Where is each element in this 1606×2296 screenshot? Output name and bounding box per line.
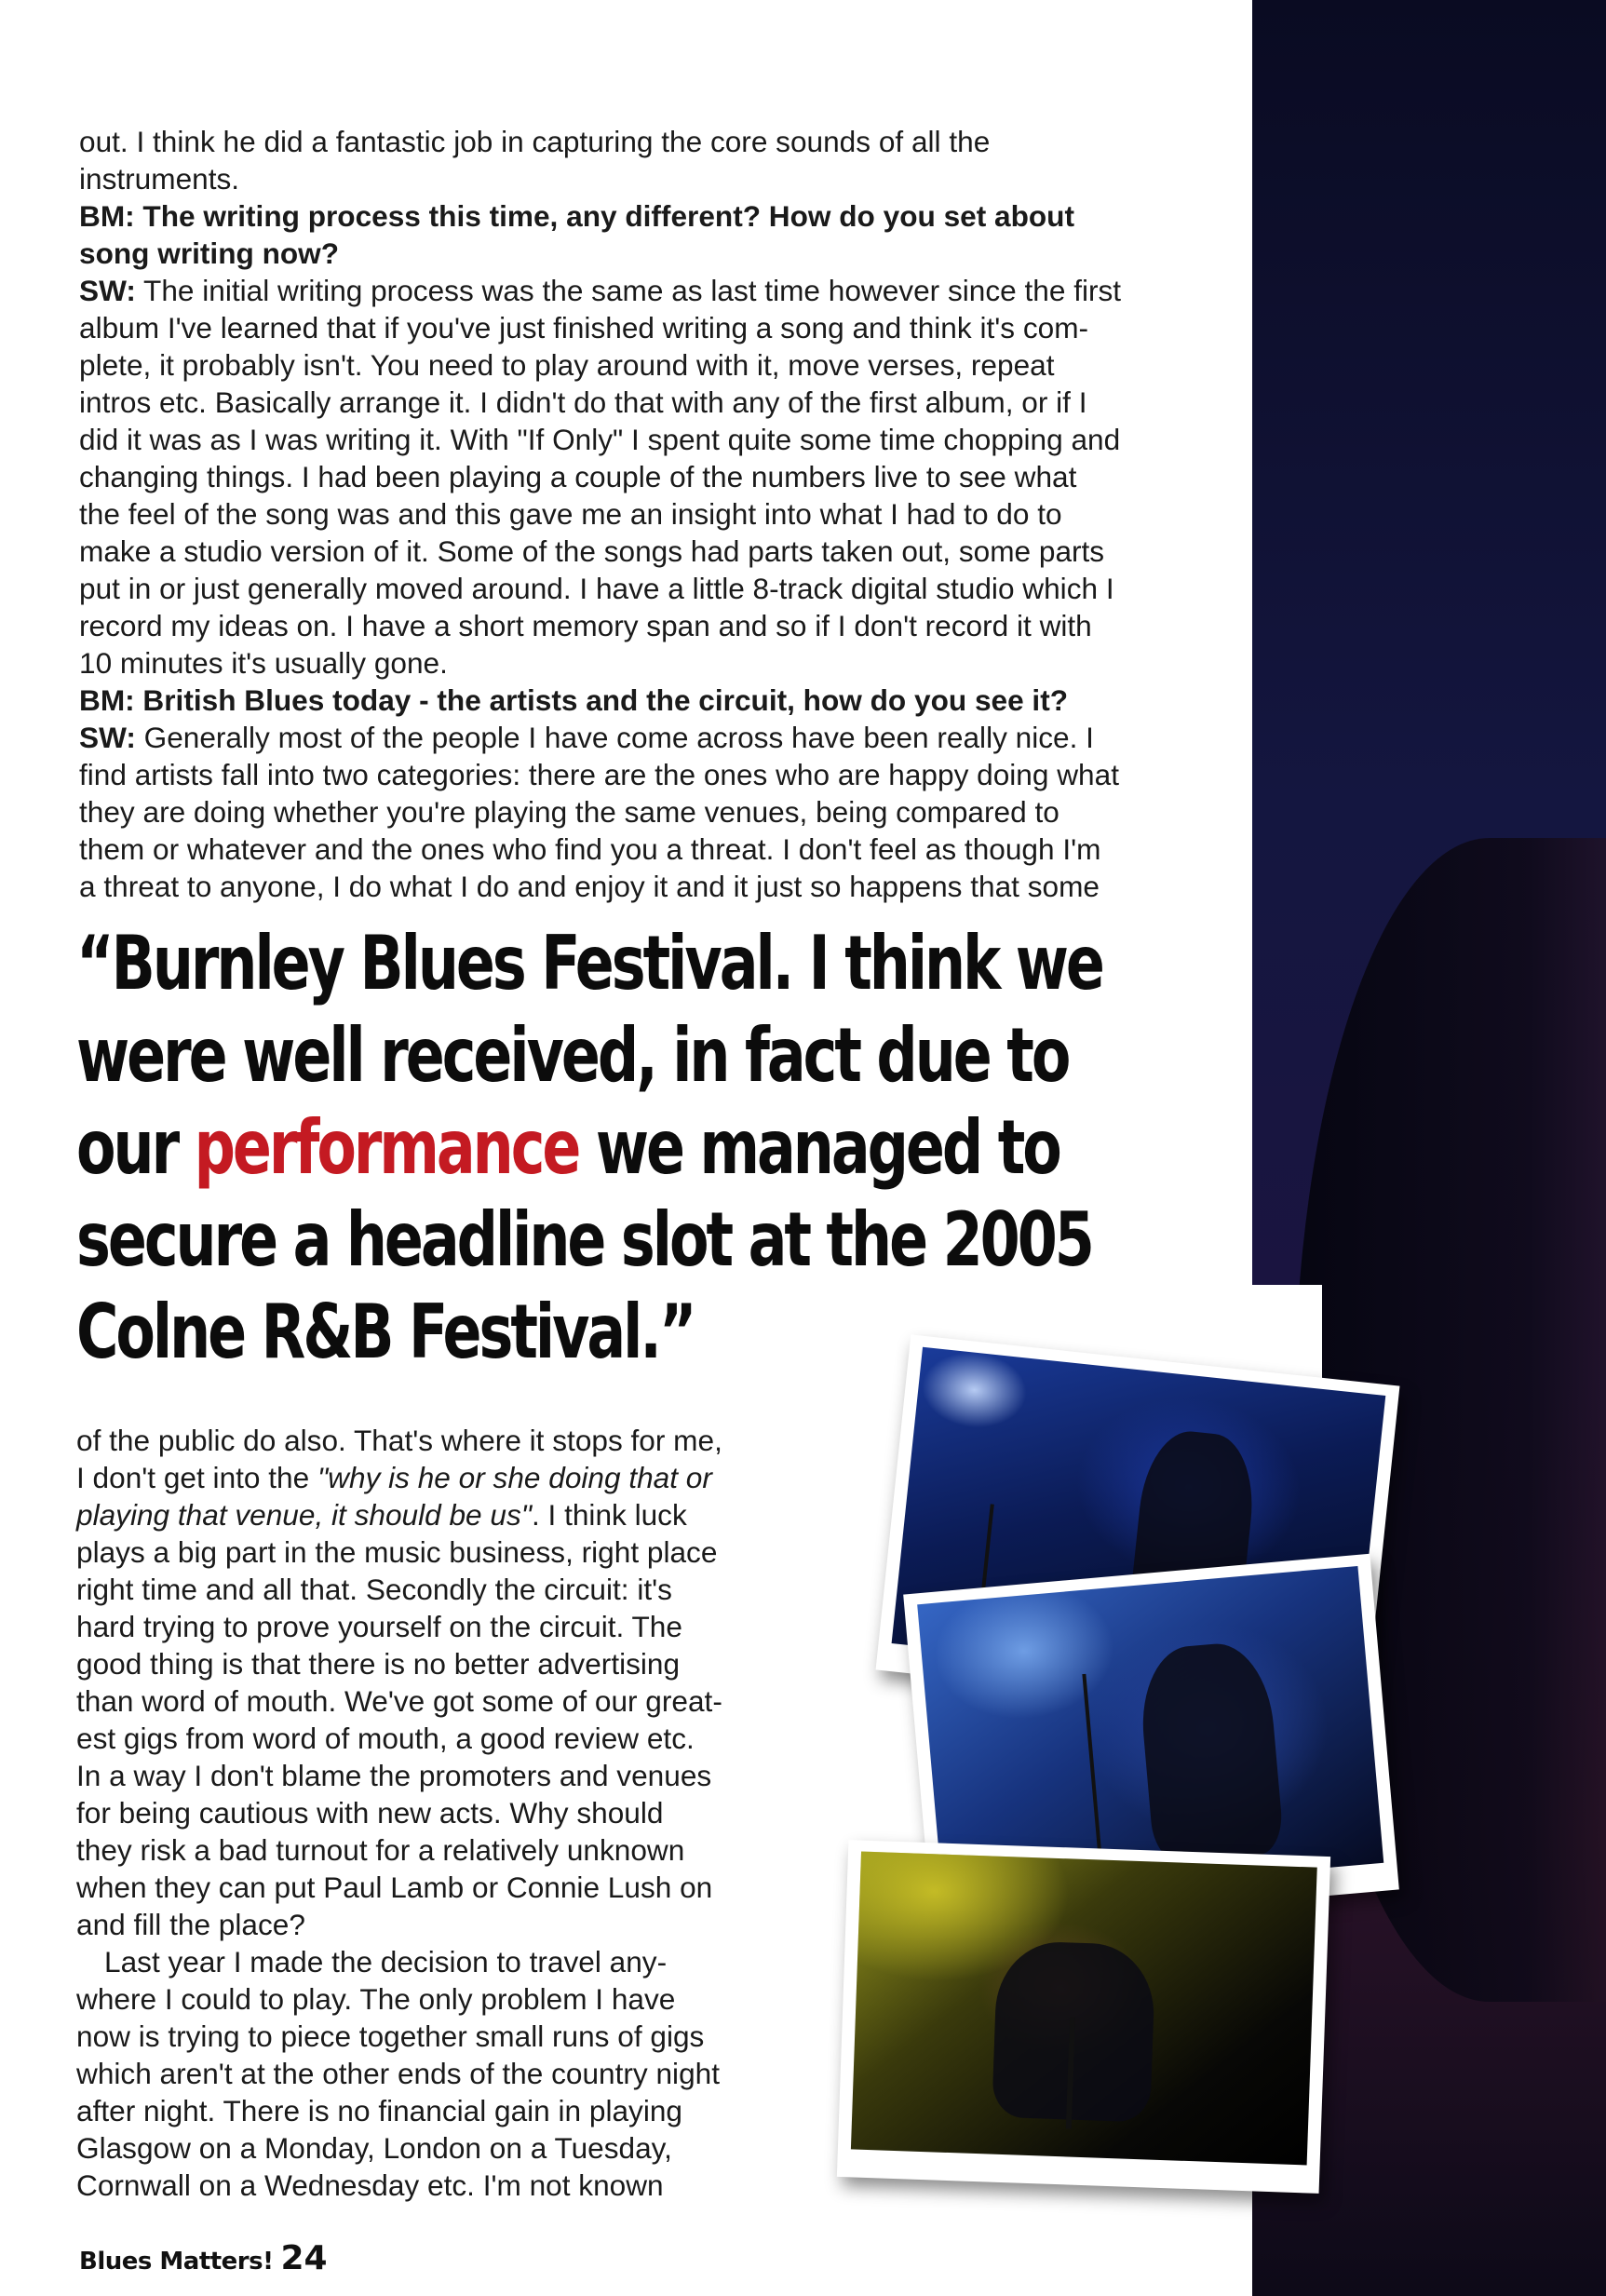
pull-quote-line: secure a headline slot at the 2005 <box>76 1196 1092 1283</box>
text-line: did it was as I was writing it. With "If Only" I spent quite some time chopping and <box>79 423 1121 456</box>
quoted-text: "why is he or she doing that or <box>317 1461 712 1494</box>
text-line: Cornwall on a Wednesday etc. I'm not known <box>76 2168 664 2202</box>
text-line: I don't get into the <box>76 1461 317 1494</box>
page-footer <box>79 2239 328 2277</box>
text-line: the feel of the song was and this gave me an insight into what I had to do to <box>79 497 1062 531</box>
text-line: of the public do also. That's where it stops for me, <box>76 1424 722 1457</box>
text-line: record my ideas on. I have a short memory span and so if I don't record it with <box>79 609 1092 642</box>
text-line: good thing is that there is no better advertising <box>76 1647 681 1681</box>
magazine-name: Blues Matters! <box>79 2248 274 2276</box>
text-line: est gigs from word of mouth, a good review etc. <box>76 1722 695 1755</box>
article-text-bottom <box>76 1422 722 2204</box>
text-line <box>76 1459 722 1496</box>
text-line: album I've learned that if you've just finished writing a song and think it's com- <box>79 311 1089 344</box>
text-line: now is trying to piece together small runs of gigs <box>76 2019 705 2053</box>
text-line: intros etc. Basically arrange it. I didn't do that with any of the first album, or if I <box>79 385 1087 419</box>
interview-question: BM: British Blues today - the artists and the circuit, how do you see it? <box>79 683 1069 717</box>
article-text-top <box>79 123 1121 905</box>
text-line: Glasgow on a Monday, London on a Tuesday, <box>76 2131 672 2165</box>
text-line: right time and all that. Secondly the circuit: it's <box>76 1573 672 1606</box>
pull-quote <box>76 917 1102 1378</box>
text-line: they risk a bad turnout for a relatively unknown <box>76 1833 685 1867</box>
pull-quote-line: “Burnley Blues Festival. I think we <box>76 920 1102 1006</box>
text-line: and fill the place? <box>76 1908 305 1941</box>
text-line: Generally most of the people I have come across have been really nice. I <box>135 721 1094 754</box>
text-line: . I think luck <box>531 1498 687 1532</box>
interview-question: BM: The writing process this time, any different? How do you set about <box>79 199 1075 233</box>
pull-quote-text: we managed to <box>578 1104 1059 1191</box>
text-line: them or whatever and the ones who find you a threat. I don't feel as though I'm <box>79 832 1101 866</box>
photo-image <box>851 1852 1317 2166</box>
text-line: a threat to anyone, I do what I do and enjoy it and it just so happens that some <box>79 870 1100 903</box>
text-line: plete, it probably isn't. You need to play around with it, move verses, repeat <box>79 348 1055 382</box>
text-line: which aren't at the other ends of the country night <box>76 2057 720 2090</box>
pull-quote-line <box>76 1101 1077 1194</box>
quoted-text: playing that venue, it should be us" <box>76 1498 532 1532</box>
text-line <box>76 1496 722 1533</box>
text-line: hard trying to prove yourself on the circuit. The <box>76 1610 682 1643</box>
pull-quote-highlight: performance <box>194 1104 579 1191</box>
text-line: In a way I don't blame the promoters and venues <box>76 1759 712 1792</box>
text-line: make a studio version of it. Some of the songs had parts taken out, some parts <box>79 534 1105 568</box>
interview-answer <box>79 719 1121 756</box>
speaker-label: SW: <box>79 721 136 754</box>
text-line: put in or just generally moved around. I have a little 8-track digital studio which I <box>79 572 1114 605</box>
text-line: they are doing whether you're playing the same venues, being compared to <box>79 795 1059 829</box>
mic-stand <box>1082 1674 1101 1860</box>
text-line: find artists fall into two categories: there are the ones who are happy doing what <box>79 758 1119 791</box>
text-line: where I could to play. The only problem I have <box>76 1982 676 2016</box>
text-line: than word of mouth. We've got some of our great- <box>76 1684 722 1718</box>
text-line: changing things. I had been playing a couple of the numbers live to see what <box>79 460 1077 493</box>
speaker-label: SW: <box>79 274 136 307</box>
concert-photo-3 <box>837 1840 1330 2194</box>
text-line: when they can put Paul Lamb or Connie Lush on <box>76 1871 713 1904</box>
text-line: out. I think he did a fantastic job in capturing the core sounds of all the <box>79 125 991 158</box>
text-line: The initial writing process was the same as last time however since the first <box>135 274 1122 307</box>
interview-answer <box>79 272 1121 309</box>
text-line: Last year I made the decision to travel any- <box>104 1945 668 1979</box>
guitarist-figure <box>1136 1640 1285 1864</box>
text-line: after night. There is no financial gain in playing <box>76 2094 683 2127</box>
pull-quote-line: were well received, in fact due to <box>76 1012 1069 1099</box>
text-line: for being cautious with new acts. Why should <box>76 1796 664 1830</box>
pull-quote-text: our <box>76 1104 195 1191</box>
page-number: 24 <box>280 2239 328 2277</box>
interview-question: song writing now? <box>79 236 340 270</box>
text-line: instruments. <box>79 162 240 196</box>
text-line: 10 minutes it's usually gone. <box>79 646 448 680</box>
text-line: plays a big part in the music business, right place <box>76 1535 718 1569</box>
pull-quote-line: Colne R&B Festival.” <box>76 1289 695 1375</box>
